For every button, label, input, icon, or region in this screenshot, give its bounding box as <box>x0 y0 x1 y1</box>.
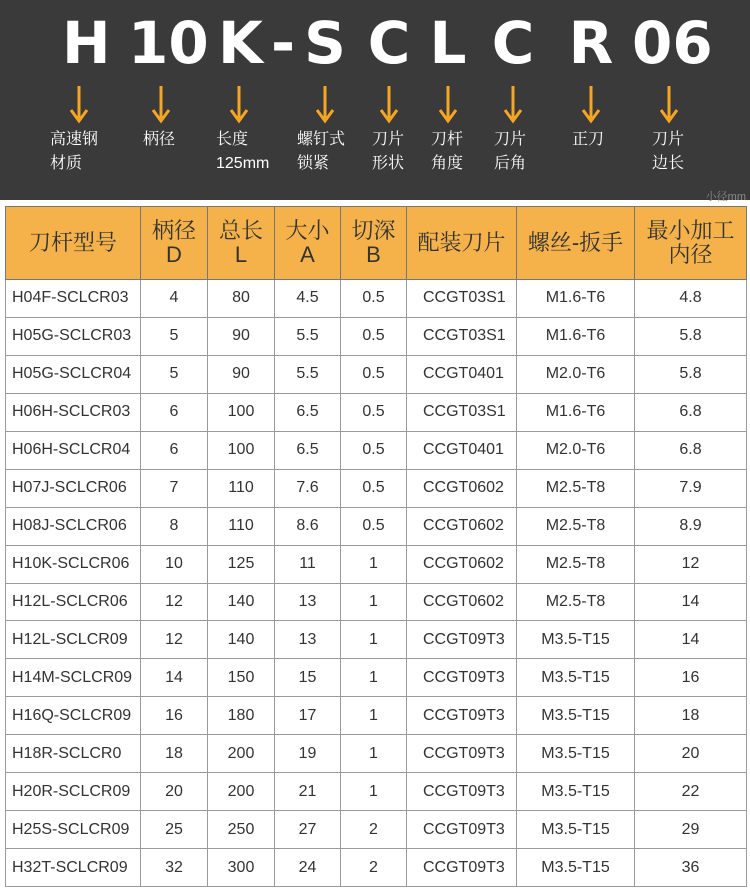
table-cell: M1.6-T6 <box>517 393 635 431</box>
table-row <box>6 507 747 545</box>
table-cell: 6.5 <box>275 393 341 431</box>
table-cell: H04F-SCLCR03 <box>6 280 141 318</box>
table-cell: 5 <box>141 355 208 393</box>
table-cell: 29 <box>635 811 747 849</box>
table-cell: H14M-SCLCR09 <box>6 659 141 697</box>
table-cell: CCGT03S1 <box>407 317 517 355</box>
table-cell: 90 <box>208 317 275 355</box>
column-header: 大小 A <box>275 207 341 280</box>
table-cell: 25 <box>141 811 208 849</box>
table-cell: 200 <box>208 735 275 773</box>
table-row <box>6 545 747 583</box>
table-row <box>6 431 747 469</box>
table-cell: 0.5 <box>341 431 407 469</box>
code-char-edge-length: 06 <box>632 9 713 77</box>
table-cell: H08J-SCLCR06 <box>6 507 141 545</box>
arrow-down-icon <box>315 84 335 124</box>
table-cell: 6 <box>141 431 208 469</box>
table-cell: M3.5-T15 <box>517 735 635 773</box>
table-cell: M2.5-T8 <box>517 507 635 545</box>
table-cell: 12 <box>635 545 747 583</box>
column-header: 总长 L <box>208 207 275 280</box>
table-cell: H16Q-SCLCR09 <box>6 697 141 735</box>
meaning-material: 高速钢 材质 <box>50 131 99 172</box>
code-char-holder-angle: L <box>429 9 467 77</box>
table-cell: 17 <box>275 697 341 735</box>
arrow-down-icon <box>581 84 601 124</box>
table-row <box>6 659 747 697</box>
table-cell: 0.5 <box>341 507 407 545</box>
table-cell: 90 <box>208 355 275 393</box>
table-row <box>6 811 747 849</box>
table-cell: 15 <box>275 659 341 697</box>
table-cell: 2 <box>341 811 407 849</box>
code-char-hand: R <box>568 9 614 77</box>
table-row <box>6 621 747 659</box>
table-cell: 4.5 <box>275 280 341 318</box>
code-char-diameter: 10 <box>128 9 209 77</box>
table-row <box>6 317 747 355</box>
table-cell: H05G-SCLCR04 <box>6 355 141 393</box>
table-cell: 1 <box>341 659 407 697</box>
table-cell: H18R-SCLCR0 <box>6 735 141 773</box>
table-cell: H32T-SCLCR09 <box>6 849 141 887</box>
arrow-down-icon <box>503 84 523 124</box>
table-cell: 4.8 <box>635 280 747 318</box>
table-cell: 5.5 <box>275 317 341 355</box>
table-cell: 19 <box>275 735 341 773</box>
table-cell: 1 <box>341 621 407 659</box>
table-cell: H25S-SCLCR09 <box>6 811 141 849</box>
table-cell: 1 <box>341 773 407 811</box>
table-cell: 8 <box>141 507 208 545</box>
table-cell: CCGT0602 <box>407 469 517 507</box>
table-cell: M2.0-T6 <box>517 355 635 393</box>
table-row <box>6 773 747 811</box>
table-cell: M2.5-T8 <box>517 545 635 583</box>
table-cell: 1 <box>341 545 407 583</box>
table-cell: 6 <box>141 393 208 431</box>
meaning-clearance-angle: 刀片 后角 <box>494 131 527 172</box>
table-cell: 8.9 <box>635 507 747 545</box>
table-cell: M3.5-T15 <box>517 659 635 697</box>
table-cell: 110 <box>208 507 275 545</box>
table-cell: CCGT09T3 <box>407 697 517 735</box>
table-cell: CCGT03S1 <box>407 280 517 318</box>
table-cell: M3.5-T15 <box>517 621 635 659</box>
meaning-edge-length: 刀片 边长 <box>652 131 685 172</box>
table-cell: 1 <box>341 735 407 773</box>
table-row <box>6 583 747 621</box>
column-header: 柄径 D <box>141 207 208 280</box>
table-cell: 0.5 <box>341 393 407 431</box>
table-cell: 0.5 <box>341 317 407 355</box>
table-cell: 22 <box>635 773 747 811</box>
table-cell: H12L-SCLCR06 <box>6 583 141 621</box>
column-header: 配装刀片 <box>407 207 517 280</box>
table-cell: M2.5-T8 <box>517 469 635 507</box>
table-cell: 0.5 <box>341 469 407 507</box>
table-cell: 1 <box>341 697 407 735</box>
arrow-down-icon <box>151 84 171 124</box>
table-cell: 36 <box>635 849 747 887</box>
table-cell: H06H-SCLCR03 <box>6 393 141 431</box>
arrow-down-icon <box>379 84 399 124</box>
table-cell: H20R-SCLCR09 <box>6 773 141 811</box>
meaning-length: 长度 125mm <box>216 131 270 172</box>
table-cell: 32 <box>141 849 208 887</box>
table-cell: 20 <box>141 773 208 811</box>
table-cell: H06H-SCLCR04 <box>6 431 141 469</box>
table-cell: 4 <box>141 280 208 318</box>
table-row <box>6 735 747 773</box>
table-cell: 5.8 <box>635 355 747 393</box>
table-cell: 10 <box>141 545 208 583</box>
table-cell: H05G-SCLCR03 <box>6 317 141 355</box>
table-cell: M1.6-T6 <box>517 317 635 355</box>
table-cell: CCGT0401 <box>407 355 517 393</box>
table-cell: 6.8 <box>635 393 747 431</box>
table-cell: 150 <box>208 659 275 697</box>
code-char-clearance-angle: C <box>491 9 535 77</box>
table-cell: 5.8 <box>635 317 747 355</box>
table-cell: M3.5-T15 <box>517 811 635 849</box>
table-cell: H07J-SCLCR06 <box>6 469 141 507</box>
column-header: 切深 B <box>341 207 407 280</box>
table-cell: 5.5 <box>275 355 341 393</box>
table-cell: CCGT0401 <box>407 431 517 469</box>
table-cell: CCGT09T3 <box>407 735 517 773</box>
table-row <box>6 697 747 735</box>
table-cell: 6.8 <box>635 431 747 469</box>
table-cell: 200 <box>208 773 275 811</box>
table-cell: 11 <box>275 545 341 583</box>
arrow-down-icon <box>229 84 249 124</box>
code-char-clamping: S <box>304 9 346 77</box>
table-cell: 100 <box>208 393 275 431</box>
table-cell: CCGT0602 <box>407 583 517 621</box>
table-cell: H12L-SCLCR09 <box>6 621 141 659</box>
table-cell: 7.6 <box>275 469 341 507</box>
table-cell: 80 <box>208 280 275 318</box>
arrow-down-icon <box>659 84 679 124</box>
table-row <box>6 469 747 507</box>
meaning-clamping: 螺钉式 锁紧 <box>297 131 346 172</box>
table-cell: 7 <box>141 469 208 507</box>
table-cell: 0.5 <box>341 355 407 393</box>
table-cell: 24 <box>275 849 341 887</box>
table-cell: 100 <box>208 431 275 469</box>
table-cell: CCGT09T3 <box>407 659 517 697</box>
code-char-material: H <box>62 9 111 77</box>
table-row <box>6 280 747 318</box>
table-cell: 21 <box>275 773 341 811</box>
table-cell: CCGT0602 <box>407 507 517 545</box>
code-char-dash: - <box>270 9 296 77</box>
table-cell: 14 <box>141 659 208 697</box>
table-cell: CCGT09T3 <box>407 849 517 887</box>
table-cell: M3.5-T15 <box>517 697 635 735</box>
table-header-row <box>6 207 747 280</box>
column-header: 刀杆型号 <box>6 207 141 280</box>
table-cell: 12 <box>141 583 208 621</box>
table-cell: 250 <box>208 811 275 849</box>
column-header: 螺丝-扳手 <box>517 207 635 280</box>
table-cell: 5 <box>141 317 208 355</box>
code-char-insert-shape: C <box>367 9 411 77</box>
table-cell: M3.5-T15 <box>517 773 635 811</box>
spec-table <box>5 206 747 887</box>
table-cell: 140 <box>208 583 275 621</box>
meaning-hand: 正刀 <box>572 131 605 148</box>
table-cell: 13 <box>275 621 341 659</box>
table-cell: CCGT0602 <box>407 545 517 583</box>
table-cell: 140 <box>208 621 275 659</box>
table-cell: 0.5 <box>341 280 407 318</box>
cutoff-caption: 小径mm <box>705 191 746 203</box>
table-cell: 2 <box>341 849 407 887</box>
meaning-diameter: 柄径 <box>143 131 176 148</box>
table-row <box>6 849 747 887</box>
table-cell: 180 <box>208 697 275 735</box>
table-cell: 1 <box>341 583 407 621</box>
table-cell: 18 <box>635 697 747 735</box>
meaning-holder-angle: 刀杆 角度 <box>431 131 464 172</box>
table-cell: 110 <box>208 469 275 507</box>
table-cell: M3.5-T15 <box>517 849 635 887</box>
table-cell: 14 <box>635 583 747 621</box>
table-cell: 27 <box>275 811 341 849</box>
table-cell: 18 <box>141 735 208 773</box>
table-cell: 16 <box>141 697 208 735</box>
table-cell: CCGT09T3 <box>407 811 517 849</box>
table-row <box>6 355 747 393</box>
table-cell: 14 <box>635 621 747 659</box>
table-cell: 7.9 <box>635 469 747 507</box>
table-cell: H10K-SCLCR06 <box>6 545 141 583</box>
arrow-down-icon <box>438 84 458 124</box>
table-cell: M2.0-T6 <box>517 431 635 469</box>
table-cell: 125 <box>208 545 275 583</box>
table-cell: 6.5 <box>275 431 341 469</box>
code-char-length: K <box>218 9 263 77</box>
table-cell: M2.5-T8 <box>517 583 635 621</box>
column-header: 最小加工 内径 <box>635 207 747 280</box>
table-cell: 20 <box>635 735 747 773</box>
table-cell: 12 <box>141 621 208 659</box>
table-cell: CCGT09T3 <box>407 621 517 659</box>
table-cell: 13 <box>275 583 341 621</box>
table-row <box>6 393 747 431</box>
arrow-down-icon <box>69 84 89 124</box>
table-cell: CCGT09T3 <box>407 773 517 811</box>
table-cell: M1.6-T6 <box>517 280 635 318</box>
table-cell: 16 <box>635 659 747 697</box>
table-cell: CCGT03S1 <box>407 393 517 431</box>
table-cell: 8.6 <box>275 507 341 545</box>
table-cell: 300 <box>208 849 275 887</box>
meaning-insert-shape: 刀片 形状 <box>372 131 405 172</box>
code-banner <box>0 0 750 200</box>
